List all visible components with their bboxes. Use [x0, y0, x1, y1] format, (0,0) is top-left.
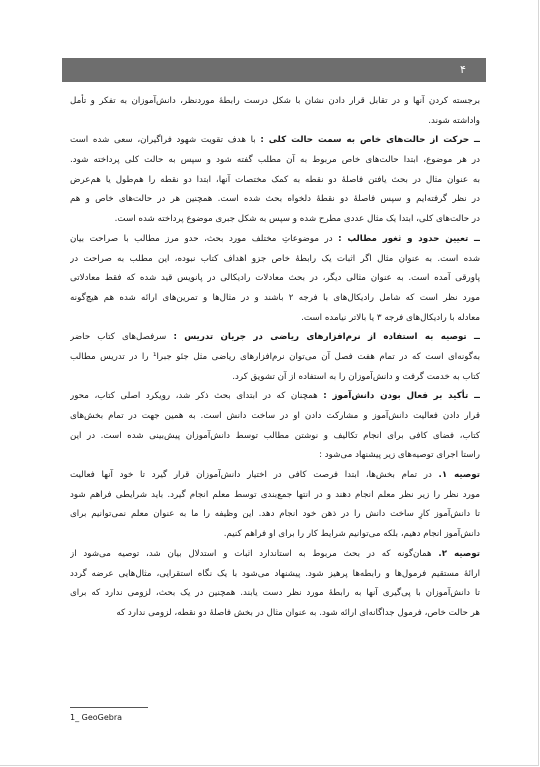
text-line: به‌گونه‌ای است که در تمام هفت فصل آن می‌توان نرم‌افزارهای ریاضی مثل جئو جبرا¹ را در تدریس مطالب: [70, 351, 480, 362]
paragraph-heading: ــ توصیه به استفاده از نرم‌افزارهای ریاضی در جریان تدریس :: [173, 332, 480, 343]
text-line: [70, 466, 480, 486]
footnote-rule: [70, 707, 148, 708]
text-line: واداشته شوند.: [428, 115, 480, 126]
text-line: [70, 328, 480, 348]
text-line: در هر موضوع، ابتدا حالت‌های خاص مربوط به آن مطلب گفته شود و سپس به حالت کلی پرداخته شود.: [70, 155, 480, 166]
paragraph-text: با هدف تقویت شهود فراگیران، سعی شده است: [70, 135, 261, 146]
paragraph-heading: توصیه ۲.: [438, 548, 480, 559]
text-line: شده است. به عنوان مثال اگر اثبات یک رابطهٔ خاص جزو اهداف کتاب نبوده، این مطلب به صراحت در: [70, 253, 480, 264]
paragraph: [70, 387, 480, 466]
paragraph-heading: توصیه ۱.: [438, 470, 480, 481]
paragraph: [70, 328, 480, 387]
paragraph-heading: ــ حرکت از حالت‌های خاص به سمت حالت کلی :: [260, 135, 480, 146]
paragraph: [70, 92, 480, 131]
text-line: تا دانش‌آموز کارِ ساخت دانش را در ذهن خود انجام دهد. این وظیفه را ما به عنوان معلم نمی‌توانیم برای: [70, 509, 480, 520]
paragraph-heading: ــ تأکید بر فعال بودن دانش‌آموز :: [323, 391, 480, 402]
text-line: معادله با رادیکال‌های فرجه ۳ یا بالاتر نیامده است.: [301, 312, 480, 323]
text-line: [70, 545, 480, 565]
paragraph: [70, 131, 480, 229]
text-line: قرار دادن فعالیت دانش‌آموز و مشارکت دادن او در ساخت دانش است. به همین جهت در تمام بخش‌های: [70, 411, 480, 421]
paragraph: [70, 545, 480, 624]
paragraph-text: در تمام بخش‌ها، ابتدا فرصت کافی در اختیار دانش‌آموزان قرار گیرد تا خود آنها فعالیت: [70, 470, 439, 481]
text-line: کتاب، فضای کافی برای انجام تکالیف و نوشتن مطالب توسط دانش‌آموزان پیش‌بینی شده است. در این: [70, 430, 480, 441]
paragraph: [70, 466, 480, 545]
paragraph-text: همچنان که در ابتدای بحث ذکر شد، رویکرد اصلی کتاب، محور: [70, 391, 324, 402]
footnote: 1_ GeoGebra: [70, 713, 123, 722]
body-text: [70, 92, 480, 624]
text-line: [70, 387, 480, 407]
text-line: ارائهٔ مستقیم فرمول‌ها و رابطه‌ها پرهیز شود. پیشنهاد می‌شود با یک نگاه استقرایی، مثال‌هایی عرضه گردد: [70, 568, 480, 579]
text-line: مورد نظر است که شامل رادیکال‌های با فرجه ۲ باشند و در مثال‌ها و تمرین‌های ارائه شده هم هیچ‌گونه: [70, 292, 480, 303]
text-line: در نظر گرفته‌ایم و سپس فاصلهٔ دو نقطهٔ دلخواه بحث شده است. همچنین هر در حالت‌های خاص و هم: [70, 194, 480, 205]
text-line: مورد نظر را زیر نظر معلم انجام دهند و در انتها جمع‌بندی توسط معلم انجام گیرد. باید شرایطی فراهم شود: [70, 489, 480, 500]
paragraph-text: سرفصل‌های کتاب حاضر: [70, 332, 174, 343]
text-line: هر حالت خاص، فرمول جداگانه‌ای ارائه شود. به عنوان مثال در بخش فاصلهٔ دو نقطه، لزومی ندارد که: [116, 607, 480, 618]
text-line: در حالت‌های کلی، ابتدا یک مثال عددی مطرح شده و سپس به شکل جبری موضوع پرداخته شده است.: [114, 214, 480, 225]
text-line: برجسته کردن آنها و در تقابل قرار دادن نشان با شکل درست رابطهٔ موردنظر، دانش‌آموزان به تفکر و تأمل: [70, 96, 480, 106]
text-line: [70, 230, 480, 250]
paragraph: [70, 230, 480, 328]
text-line: دانش‌آموز انجام دهیم، بلکه می‌توانیم شرایط کار را برای او فراهم کنیم.: [223, 529, 480, 540]
paragraph-text: در موضوعاتِ مختلف مورد بحث، حدو مرز مطالب با صراحت بیان: [70, 233, 339, 244]
paragraph-heading: ــ تعیین حدود و ثغور مطالب :: [338, 233, 480, 244]
text-line: پاورقی آمده است. به عنوان مثالی دیگر، در بحث معادلات رادیکالی در پانویس قید شده که فقط معادلاتی: [70, 273, 480, 284]
header-bar: [62, 58, 486, 82]
page-number: ۴: [460, 63, 466, 76]
paragraph-text: همان‌گونه که در بحث مربوط به استاندارد اثبات و استدلال بیان شد، توصیه می‌شود از: [70, 548, 439, 559]
text-line: کتاب به خدمت گرفت و دانش‌آموزان را به استفاده از آن تشویق کرد.: [232, 371, 480, 382]
text-line: راستا اجرای توصیه‌های زیر پیشنهاد می‌شود :: [319, 450, 480, 461]
text-line: تا دانش‌آموزان با پی‌گیری آنها به رابطهٔ مورد نظر دست یابند. همچنین در یک بحث، لزومی ندارد که برای: [70, 588, 480, 599]
text-line: به عنوان مثال در بحث یافتن فاصلهٔ دو نقطه به کمک مختصات آنها، ابتدا دو نقطه را هم‌طول یا هم‌عرض: [70, 174, 480, 185]
text-line: [70, 131, 480, 151]
